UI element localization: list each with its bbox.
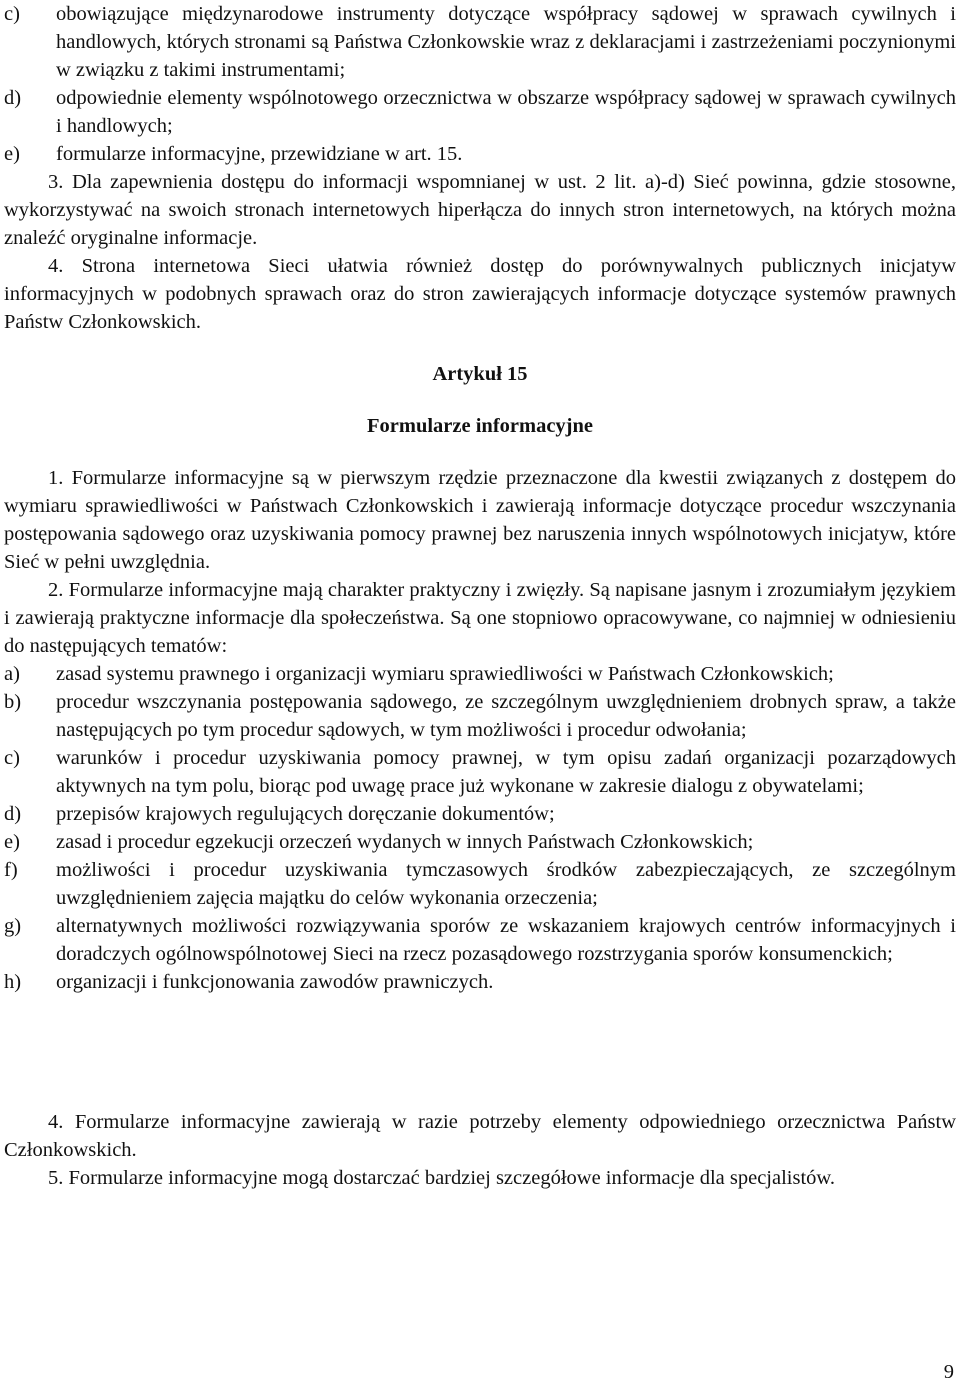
article-title: Artykuł 15 <box>432 363 528 385</box>
paragraph-number: 4. <box>48 1111 64 1133</box>
list-text: możliwości i procedur uzyskiwania tymczasowych środków zabezpieczających, ze szczególnym uwzględnieniem zajęcia majątku do celów wykonania orzeczenia; <box>56 859 956 909</box>
paragraph-text: Dla zapewnienia dostępu do informacji wspomnianej w ust. 2 lit. a)-d) Sieć powinna, gdzie stosowne, wykorzystywać na swoich stronach internetowych hiperłącza do innych stron internetowych, na których można znaleźć oryginalne informacje. <box>4 171 956 249</box>
list-article15 <box>4 660 956 996</box>
list-label: d) <box>4 87 22 109</box>
list-text: obowiązujące międzynarodowe instrumenty dotyczące współpracy sądowej w sprawach cywilnych i handlowych, których stronami są Państwa Członkowskie wraz z deklaracjami i zastrzeżeniami poczynionymi w związku z takimi instrumentami; <box>56 3 956 81</box>
paragraph-text: Strona internetowa Sieci ułatwia również dostęp do porównywalnych publicznych inicjatyw informacyjnych w podobnych sprawach oraz do stron zawierających informacje dotyczące systemów prawnych Państw Członkowskich. <box>4 255 956 333</box>
list-label: c) <box>4 747 20 769</box>
paragraph-text: Formularze informacyjne są w pierwszym rzędzie przeznaczone dla kwestii związanych z dostępem do wymiaru sprawiedliwości w Państwach Członkowskich i zawierają informacje dotyczące procedur wszczynania postępowania sądowego oraz uzyskiwania pomocy prawnej bez naruszenia innych wspólnotowych inicjatyw, które Sieć w pełni uwzględnia. <box>4 467 957 573</box>
list-item <box>4 0 956 84</box>
list-item <box>4 828 956 856</box>
list-top <box>4 0 956 168</box>
list-text: przepisów krajowych regulujących doręczanie dokumentów; <box>56 803 555 825</box>
list-item <box>4 660 956 688</box>
list-label: d) <box>4 803 22 825</box>
paragraph-number: 2. <box>48 579 64 601</box>
list-label: g) <box>4 915 22 937</box>
list-text: alternatywnych możliwości rozwiązywania sporów ze wskazaniem krajowych centrów informacyjnych i doradczych ogólnowspólnotowej Sieci na rzecz pozasądowego rozstrzygania sporów konsumenckich; <box>56 915 956 965</box>
list-text: warunków i procedur uzyskiwania pomocy prawnej, w tym opisu zadań organizacji pozarządowych aktywnych na tym polu, biorąc pod uwagę prace już wykonane w zakresie dialogu z obywatelami; <box>56 747 956 797</box>
paragraph-number: 3. <box>48 171 64 193</box>
list-text: formularze informacyjne, przewidziane w art. 15. <box>56 143 463 165</box>
list-text: zasad systemu prawnego i organizacji wymiaru sprawiedliwości w Państwach Członkowskich; <box>56 663 834 685</box>
list-item <box>4 968 956 996</box>
article-subtitle: Formularze informacyjne <box>367 415 593 437</box>
article15-paragraph-5 <box>4 1164 956 1192</box>
list-item <box>4 856 956 912</box>
list-label: a) <box>4 663 20 685</box>
list-label: h) <box>4 971 22 993</box>
list-item <box>4 688 956 744</box>
list-item <box>4 84 956 140</box>
article15-paragraph-1 <box>4 464 956 576</box>
paragraph-text: Formularze informacyjne zawierają w razie potrzeby elementy odpowiedniego orzecznictwa Państw Członkowskich. <box>4 1111 956 1161</box>
article15-paragraph-4 <box>4 1108 956 1164</box>
list-text: organizacji i funkcjonowania zawodów prawniczych. <box>56 971 494 993</box>
list-label: f) <box>4 859 18 881</box>
list-label: c) <box>4 3 20 25</box>
list-item <box>4 912 956 968</box>
article15-paragraph-2 <box>4 576 956 660</box>
list-label: e) <box>4 831 20 853</box>
list-item <box>4 800 956 828</box>
page-number: 9 <box>943 1361 954 1383</box>
paragraph-number: 5. <box>48 1167 64 1189</box>
list-item <box>4 140 956 168</box>
list-text: procedur wszczynania postępowania sądowego, ze szczególnym uwzględnieniem drobnych spraw, a także następujących po tym procedur sądowych, w tym możliwości i procedur odwołania; <box>56 691 956 741</box>
paragraph-number: 1. <box>48 467 64 489</box>
list-item <box>4 744 956 800</box>
paragraph-text: Formularze informacyjne mają charakter praktyczny i zwięzły. Są napisane jasnym i zrozumiałym językiem i zawierają praktyczne informacje dla społeczeństwa. Są one stopniowo opracowywane, co najmniej w odniesieniu do następujących tematów: <box>4 579 956 657</box>
list-text: zasad i procedur egzekucji orzeczeń wydanych w innych Państwach Członkowskich; <box>56 831 754 853</box>
list-label: e) <box>4 143 20 165</box>
paragraph-text: Formularze informacyjne mogą dostarczać bardziej szczegółowe informacje dla specjalistów. <box>68 1167 836 1189</box>
paragraph-4 <box>4 252 956 336</box>
paragraph-3 <box>4 168 956 252</box>
paragraph-number: 4. <box>48 255 64 277</box>
list-text: odpowiednie elementy wspólnotowego orzecznictwa w obszarze współpracy sądowej w sprawach cywilnych i handlowych; <box>56 87 956 137</box>
list-label: b) <box>4 691 22 713</box>
